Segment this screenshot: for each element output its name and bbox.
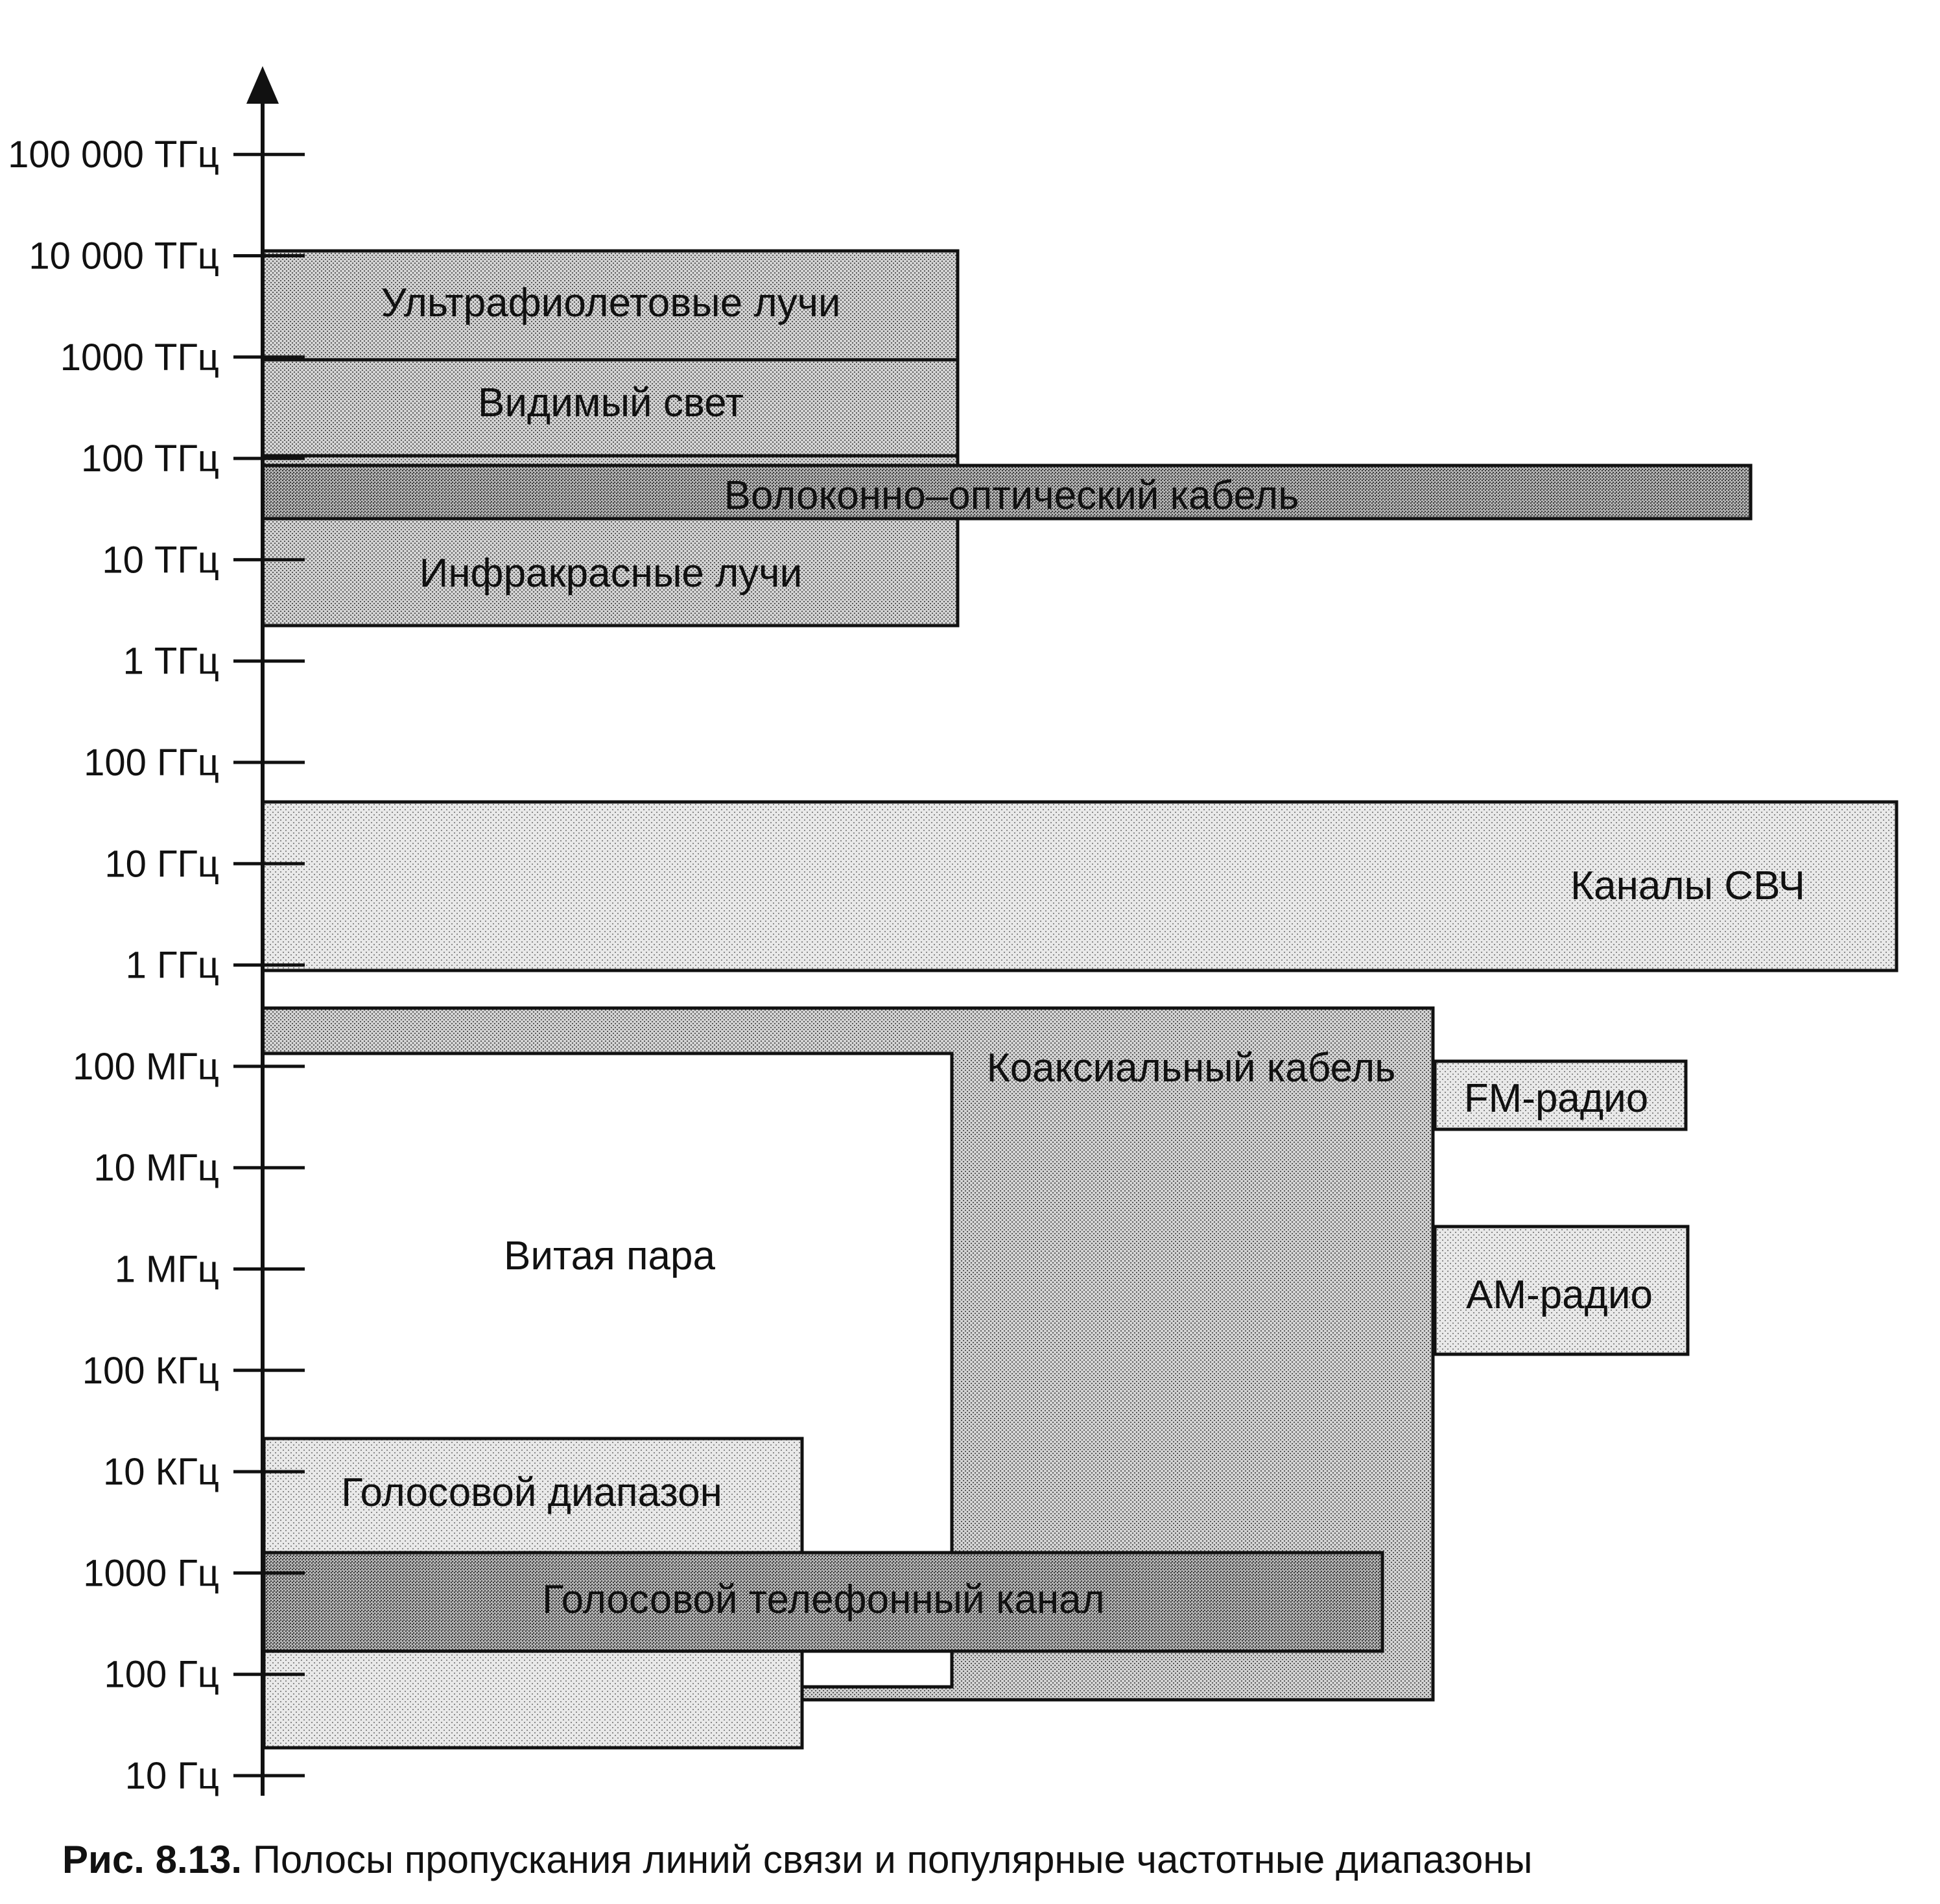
axis-tick-label: 1 ГГц	[125, 944, 219, 987]
axis-tick-label: 100 ГГц	[84, 742, 219, 784]
axis-tick-label: 100 КГц	[82, 1349, 219, 1392]
band-voice-range-label: Голосовой диапазон	[341, 1470, 722, 1515]
axis-tick-label: 10 МГц	[93, 1147, 219, 1190]
band-fiber-optic-label: Волоконно–оптический кабель	[724, 473, 1299, 518]
axis-tick-label: 100 000 ТГц	[8, 134, 219, 176]
axis-tick-label: 1 МГц	[114, 1248, 219, 1291]
figure-caption	[62, 1837, 1533, 1882]
band-voice-phone-channel	[264, 1553, 1382, 1651]
band-infrared-label: Инфракрасные лучи	[419, 551, 803, 596]
band-voice-phone-channel-label: Голосовой телефонный канал	[542, 1577, 1105, 1622]
band-visible-light-label: Видимый свет	[478, 381, 744, 425]
caption-text: Полосы пропускания линий связи и популярные частотные диапазоны	[252, 1838, 1533, 1881]
band-microwave	[263, 802, 1897, 970]
axis-tick-label: 1000 ТГц	[60, 336, 219, 379]
band-fiber-optic	[263, 465, 1751, 519]
axis-tick-label: 1000 Гц	[83, 1552, 219, 1595]
axis-tick-label: 1 ТГц	[123, 640, 219, 683]
band-am-radio	[1435, 1227, 1688, 1354]
axis-arrow-icon	[246, 66, 279, 104]
band-ultraviolet-label: Ультрафиолетовые лучи	[381, 281, 841, 325]
band-am-radio-label: АМ-радио	[1466, 1273, 1653, 1317]
band-visible-light	[263, 360, 958, 456]
caption-number: Рис. 8.13.	[62, 1838, 242, 1881]
frequency-axis	[8, 66, 305, 1797]
band-ultraviolet	[263, 251, 958, 360]
axis-tick-label: 10 Гц	[124, 1755, 219, 1797]
axis-tick-label: 10 ТГц	[102, 539, 219, 582]
axis-tick-label: 100 Гц	[104, 1653, 219, 1696]
axis-tick-label: 100 ТГц	[81, 438, 219, 480]
axis-tick-label: 10 000 ТГц	[29, 235, 219, 277]
axis-tick-label: 10 КГц	[102, 1451, 219, 1494]
band-fm-radio-label: FM-радио	[1463, 1076, 1649, 1121]
band-twisted-pair-label: Витая пара	[504, 1234, 715, 1278]
axis-tick-label: 10 ГГц	[104, 843, 219, 886]
axis-tick-label: 100 МГц	[73, 1045, 219, 1088]
band-fm-radio	[1435, 1061, 1686, 1129]
band-microwave-label: Каналы СВЧ	[1570, 864, 1805, 908]
band-coaxial-label: Коаксиальный кабель	[986, 1046, 1396, 1090]
